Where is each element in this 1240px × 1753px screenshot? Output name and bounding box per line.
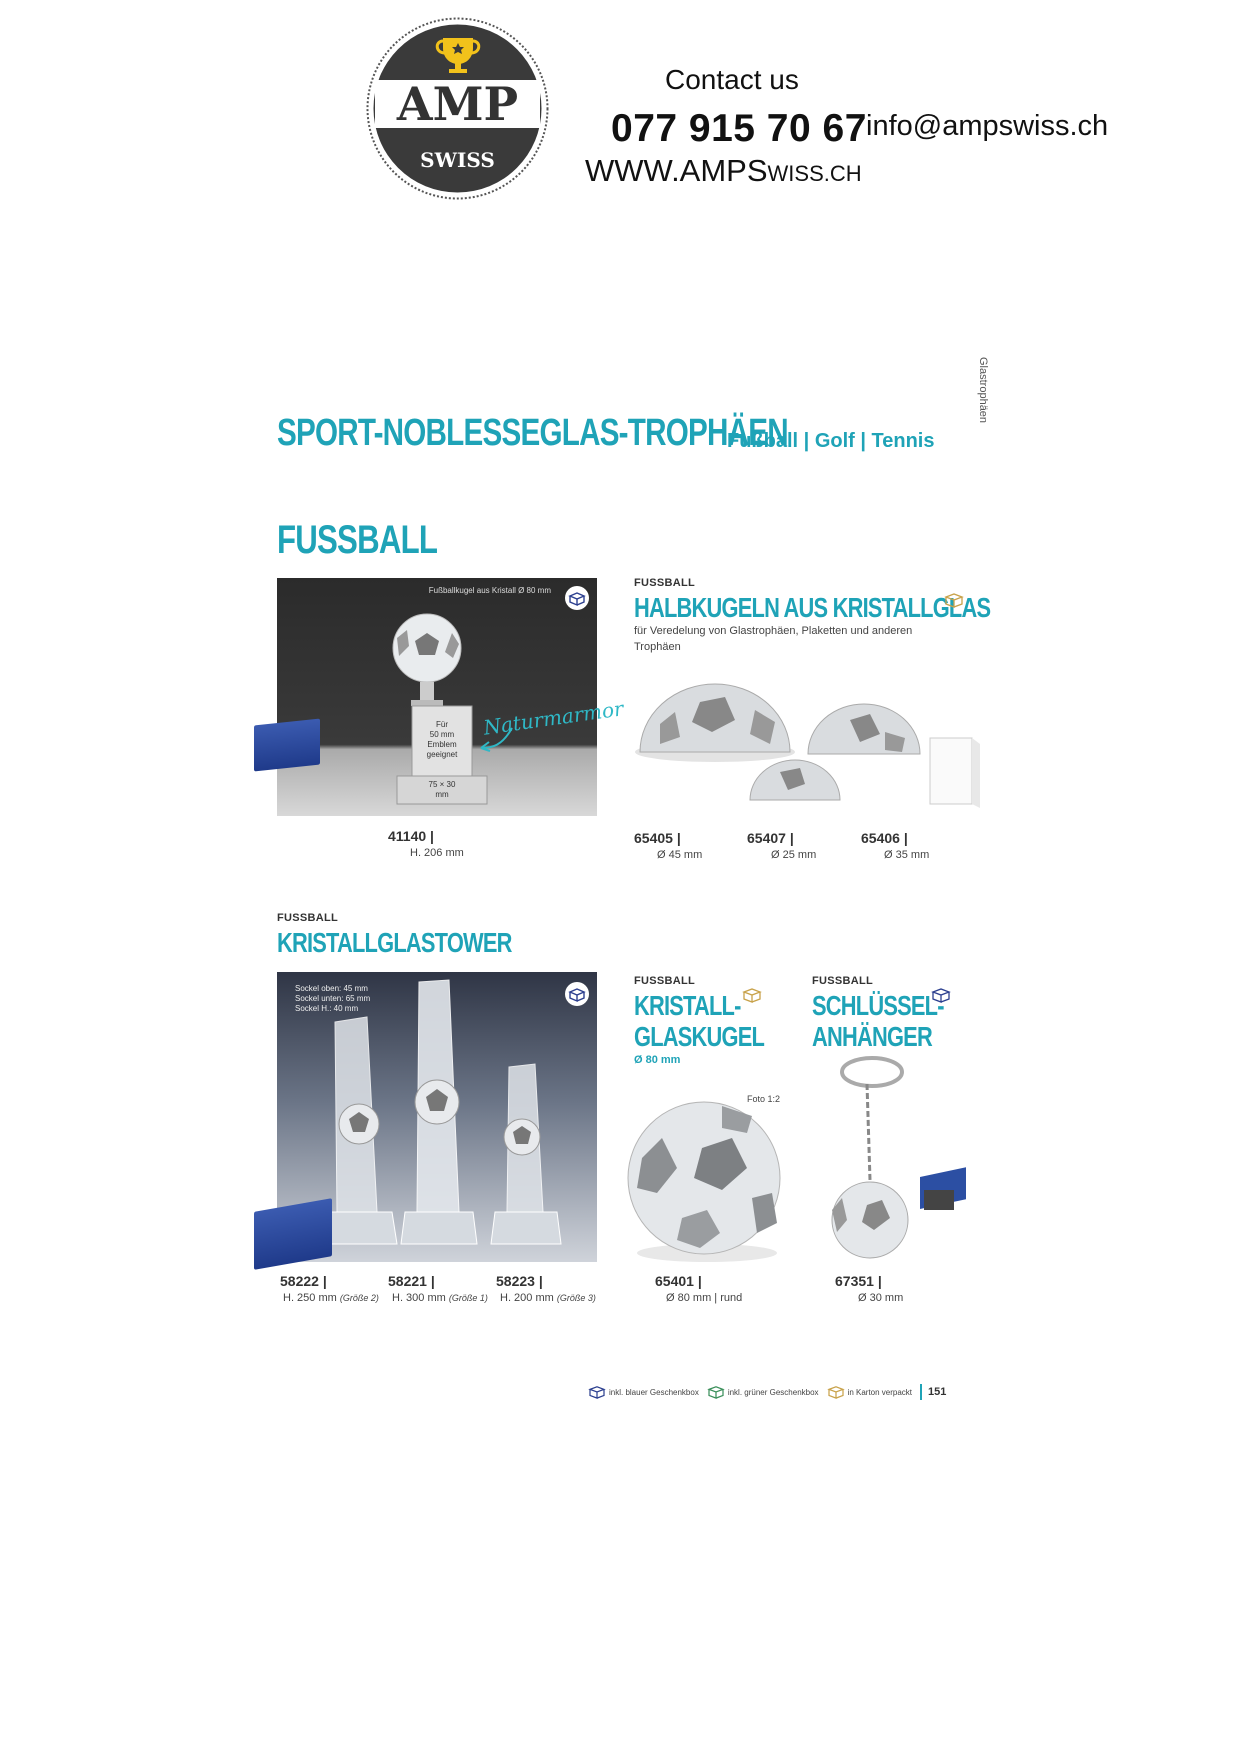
website-part-a: WWW.AMPS xyxy=(585,153,768,188)
contact-phone: 077 915 70 67 xyxy=(611,107,867,150)
article-65401: 65401 | xyxy=(655,1273,702,1289)
tower-specs: Sockel oben: 45 mm Sockel unten: 65 mm Sockel H.: 40 mm xyxy=(295,984,371,1013)
legend xyxy=(588,1384,946,1400)
logo-sub-text: SWISS xyxy=(420,148,495,172)
dim-58222: H. 250 mm (Größe 2) xyxy=(283,1292,379,1304)
title-halbkugeln-wrap xyxy=(634,592,1091,624)
category-anhaenger: FUSSBALL xyxy=(812,975,874,987)
gift-box-blue-icon xyxy=(931,987,951,1008)
annotation-naturmarmor: Naturmarmor xyxy=(482,696,625,740)
category-halbkugeln: FUSSBALL xyxy=(634,577,696,589)
section-title-wrap xyxy=(277,518,482,563)
dim-65406: Ø 35 mm xyxy=(884,849,930,861)
dim-65407: Ø 25 mm xyxy=(771,849,817,861)
dim-67351: Ø 30 mm xyxy=(858,1292,904,1304)
title-glaskugel: KRISTALL- GLASKUGEL xyxy=(634,990,765,1052)
section-title: FUSSBALL xyxy=(277,518,438,562)
page-number: 151 xyxy=(928,1386,947,1398)
contact-website[interactable] xyxy=(585,153,862,189)
page-title: SPORT-NOBLESSEGLAS-TROPHÄEN xyxy=(277,412,788,454)
category-glaskugel: FUSSBALL xyxy=(634,975,696,987)
gift-box-41140 xyxy=(254,719,320,772)
glaskugel-photo xyxy=(622,1098,792,1268)
arrow-icon xyxy=(477,726,517,756)
base-dimension-note: 75 × 30 mm xyxy=(428,780,456,799)
green-box-icon xyxy=(707,1385,725,1399)
emblem-note: Für 50 mm Emblem geeignet xyxy=(426,720,458,759)
website-part-b: WISS.CH xyxy=(767,161,862,186)
article-65406: 65406 | xyxy=(861,830,908,846)
dim-65401: Ø 80 mm | rund xyxy=(666,1292,743,1304)
photo-caption: Fußballkugel aus Kristall Ø 80 mm xyxy=(428,586,551,595)
legend-blue: inkl. blauer Geschenkbox xyxy=(609,1387,699,1397)
dim-65405: Ø 45 mm xyxy=(657,849,703,861)
article-67351: 67351 | xyxy=(835,1273,882,1289)
amp-logo xyxy=(365,16,550,201)
article-65405: 65405 | xyxy=(634,830,681,846)
spec-glaskugel: Ø 80 mm xyxy=(634,1054,681,1066)
legend-karton: in Karton verpackt xyxy=(847,1387,913,1397)
title-halbkugeln: HALBKUGELN AUS KRISTALLGLAS xyxy=(634,592,991,623)
article-58221: 58221 | xyxy=(388,1273,435,1289)
article-65407: 65407 | xyxy=(747,830,794,846)
dim-58223: H. 200 mm (Größe 3) xyxy=(500,1292,596,1304)
product-photo-41140 xyxy=(277,578,625,816)
title-tower: KRISTALLGLASTOWER xyxy=(277,927,512,958)
contact-email[interactable]: info@ampswiss.ch xyxy=(866,110,1109,142)
logo-main-text: AMP xyxy=(396,77,519,131)
article-41140: 41140 | xyxy=(388,828,434,844)
karton-icon xyxy=(827,1385,845,1399)
karton-icon-glaskugel xyxy=(742,987,762,1008)
side-label: Glastrophäen xyxy=(977,357,989,424)
title-tower-wrap xyxy=(277,927,578,959)
halbkugeln-photo xyxy=(630,672,980,822)
dim-41140: H. 206 mm xyxy=(410,847,464,859)
article-58223: 58223 | xyxy=(496,1273,543,1289)
legend-green: inkl. grüner Geschenkbox xyxy=(727,1387,819,1397)
title-anhaenger: SCHLÜSSEL- ANHÄNGER xyxy=(812,990,944,1052)
category-tower: FUSSBALL xyxy=(277,912,339,924)
article-58222: 58222 | xyxy=(280,1273,327,1289)
photo-note-glaskugel: Foto 1:2 xyxy=(747,1094,781,1104)
legend-divider xyxy=(920,1384,922,1400)
karton-icon-halbkugeln xyxy=(944,592,964,613)
anhaenger-photo xyxy=(812,1050,982,1270)
contact-heading: Contact us xyxy=(665,64,799,95)
page-subtitle: Fußball | Golf | Tennis xyxy=(727,430,935,452)
dim-58221: H. 300 mm (Größe 1) xyxy=(392,1292,488,1304)
blue-box-icon xyxy=(588,1385,606,1399)
desc-halbkugeln: für Veredelung von Glastrophäen, Plaketten und anderen Trophäen xyxy=(634,625,913,653)
